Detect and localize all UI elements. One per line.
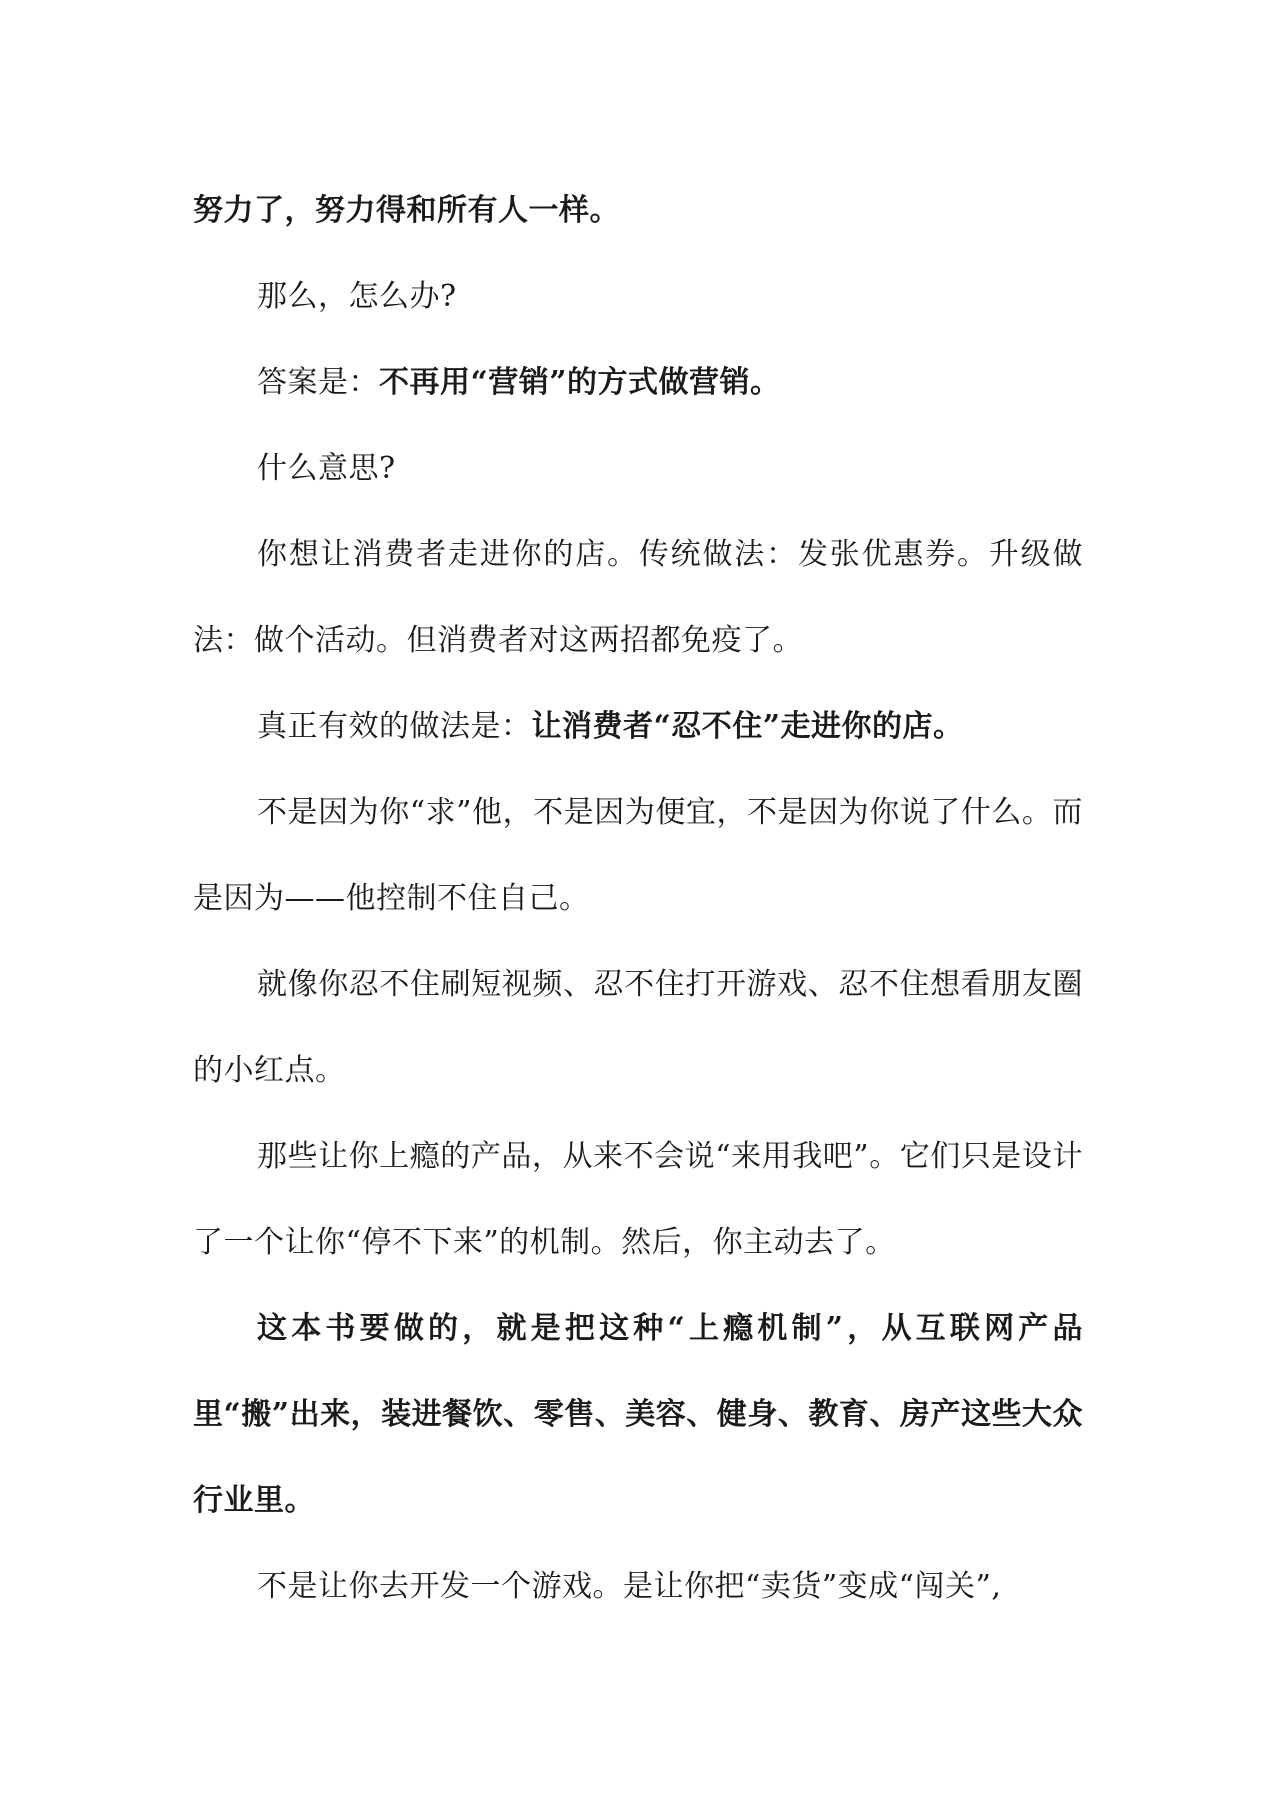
plain-text: 不是因为你“求”他，不是因为便宜，不是因为你说了什么。而是因为——他控制不住自己。 bbox=[193, 795, 1083, 916]
plain-text: 那些让你上瘾的产品，从来不会说“来用我吧”。它们只是设计了一个让你“停不下来”的机制。然后，你主动去了。 bbox=[193, 1139, 1083, 1260]
paragraph bbox=[193, 168, 1083, 254]
plain-text: 什么意思? bbox=[257, 451, 396, 486]
paragraph bbox=[193, 1544, 1083, 1630]
body-text bbox=[193, 168, 1083, 1630]
paragraph bbox=[193, 340, 1083, 426]
plain-text: 不是让你去开发一个游戏。是让你把“卖货”变成“闯关”, bbox=[257, 1569, 1002, 1604]
plain-text: 你想让消费者走进你的店。传统做法：发张优惠券。升级做法：做个活动。但消费者对这两招都免疫了。 bbox=[193, 537, 1083, 658]
paragraph bbox=[193, 684, 1083, 770]
paragraph bbox=[193, 770, 1083, 942]
plain-text: 真正有效的做法是： bbox=[257, 709, 532, 744]
plain-text: 答案是： bbox=[257, 365, 379, 400]
bold-text: 这本书要做的，就是把这种“上瘾机制”，从互联网产品里“搬”出来，装进餐饮、零售、美容、健身、教育、房产这些大众行业里。 bbox=[193, 1311, 1083, 1518]
plain-text: 就像你忍不住刷短视频、忍不住打开游戏、忍不住想看朋友圈的小红点。 bbox=[193, 967, 1083, 1088]
bold-text: 努力了，努力得和所有人一样。 bbox=[193, 193, 620, 228]
paragraph bbox=[193, 426, 1083, 512]
paragraph bbox=[193, 512, 1083, 684]
paragraph bbox=[193, 942, 1083, 1114]
paragraph bbox=[193, 254, 1083, 340]
paragraph bbox=[193, 1114, 1083, 1286]
bold-text: 让消费者“忍不住”走进你的店。 bbox=[531, 709, 964, 744]
plain-text: 那么，怎么办? bbox=[257, 279, 457, 314]
bold-text: 不再用“营销”的方式做营销。 bbox=[379, 365, 781, 400]
paragraph bbox=[193, 1286, 1083, 1544]
